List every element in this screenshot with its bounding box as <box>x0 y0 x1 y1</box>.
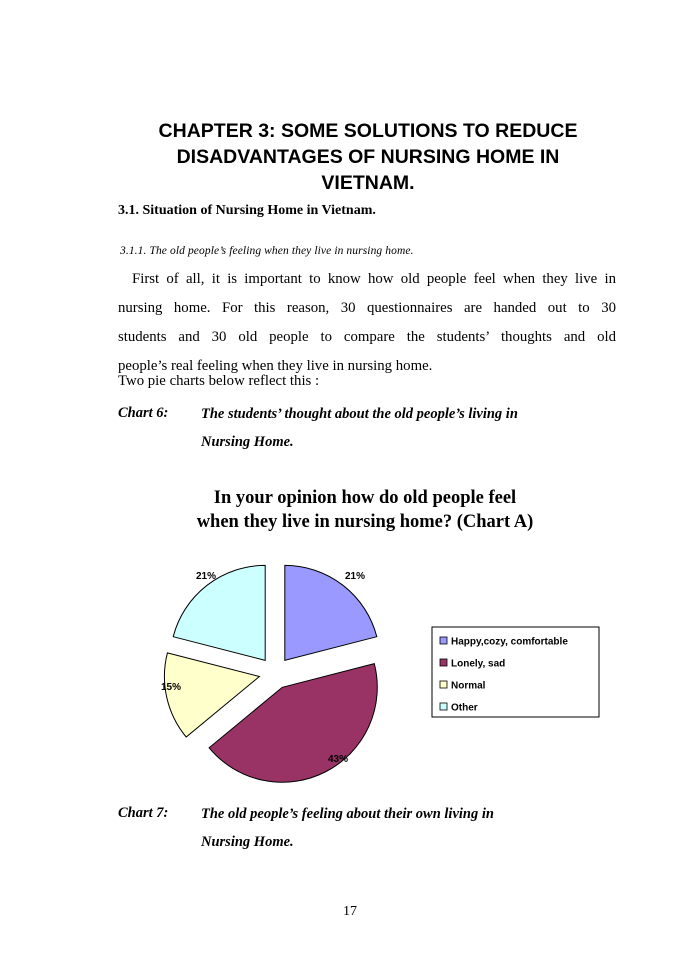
legend-swatch <box>440 637 447 644</box>
pie-slice <box>173 565 265 660</box>
paragraph-line: nursing home. For this reason, 30 questionnaires are handed out to 30 <box>118 300 616 316</box>
legend-entry: Normal <box>451 680 486 692</box>
legend-swatch <box>440 659 447 666</box>
legend-entry: Lonely, sad <box>451 658 506 670</box>
chart-title-line: In your opinion how do old people feel <box>213 488 517 508</box>
page-number: 17 <box>343 904 357 919</box>
chart7-caption-line: The old people’s feeling about their own living in <box>201 806 494 822</box>
chart7-caption <box>201 800 621 856</box>
paragraph-line: First of all, it is important to know how old people feel when they live in <box>132 271 616 287</box>
legend-swatch <box>440 703 447 710</box>
paragraph-line: people’s real feeling when they live in nursing home. <box>118 358 433 374</box>
chapter-heading-line: CHAPTER 3: SOME SOLUTIONS TO REDUCE <box>158 120 578 142</box>
pie-intro-text: Two pie charts below reflect this : <box>118 373 320 389</box>
chart6-caption-line: The students’ thought about the old people’s living in <box>201 406 518 422</box>
chart7-caption-line: Nursing Home. <box>201 834 294 850</box>
legend-entry: Other <box>451 702 478 714</box>
paragraph-line: students and 30 old people to compare the students’ thoughts and old <box>118 329 616 345</box>
chart7-label: Chart 7: <box>118 805 169 821</box>
subsection-heading: 3.1.1. The old people’s feeling when they live in nursing home. <box>120 245 414 257</box>
chapter-heading-line: DISADVANTAGES OF NURSING HOME IN <box>176 146 560 168</box>
chapter-heading-line: VIETNAM. <box>321 172 415 194</box>
pie-slice-label: 21% <box>344 571 366 582</box>
section-heading: 3.1. Situation of Nursing Home in Vietnam. <box>118 203 376 218</box>
pie-slice-label: 15% <box>160 682 182 693</box>
chart6-caption-line: Nursing Home. <box>201 434 294 450</box>
pie-slice-label: 43% <box>327 754 349 765</box>
legend-swatch <box>440 681 447 688</box>
chart6-label: Chart 6: <box>118 405 169 421</box>
pie-slice-label: 21% <box>195 571 217 582</box>
legend-entry: Happy,cozy, comfortable <box>451 636 568 648</box>
chart-title-line: when they live in nursing home? (Chart A) <box>196 512 534 532</box>
